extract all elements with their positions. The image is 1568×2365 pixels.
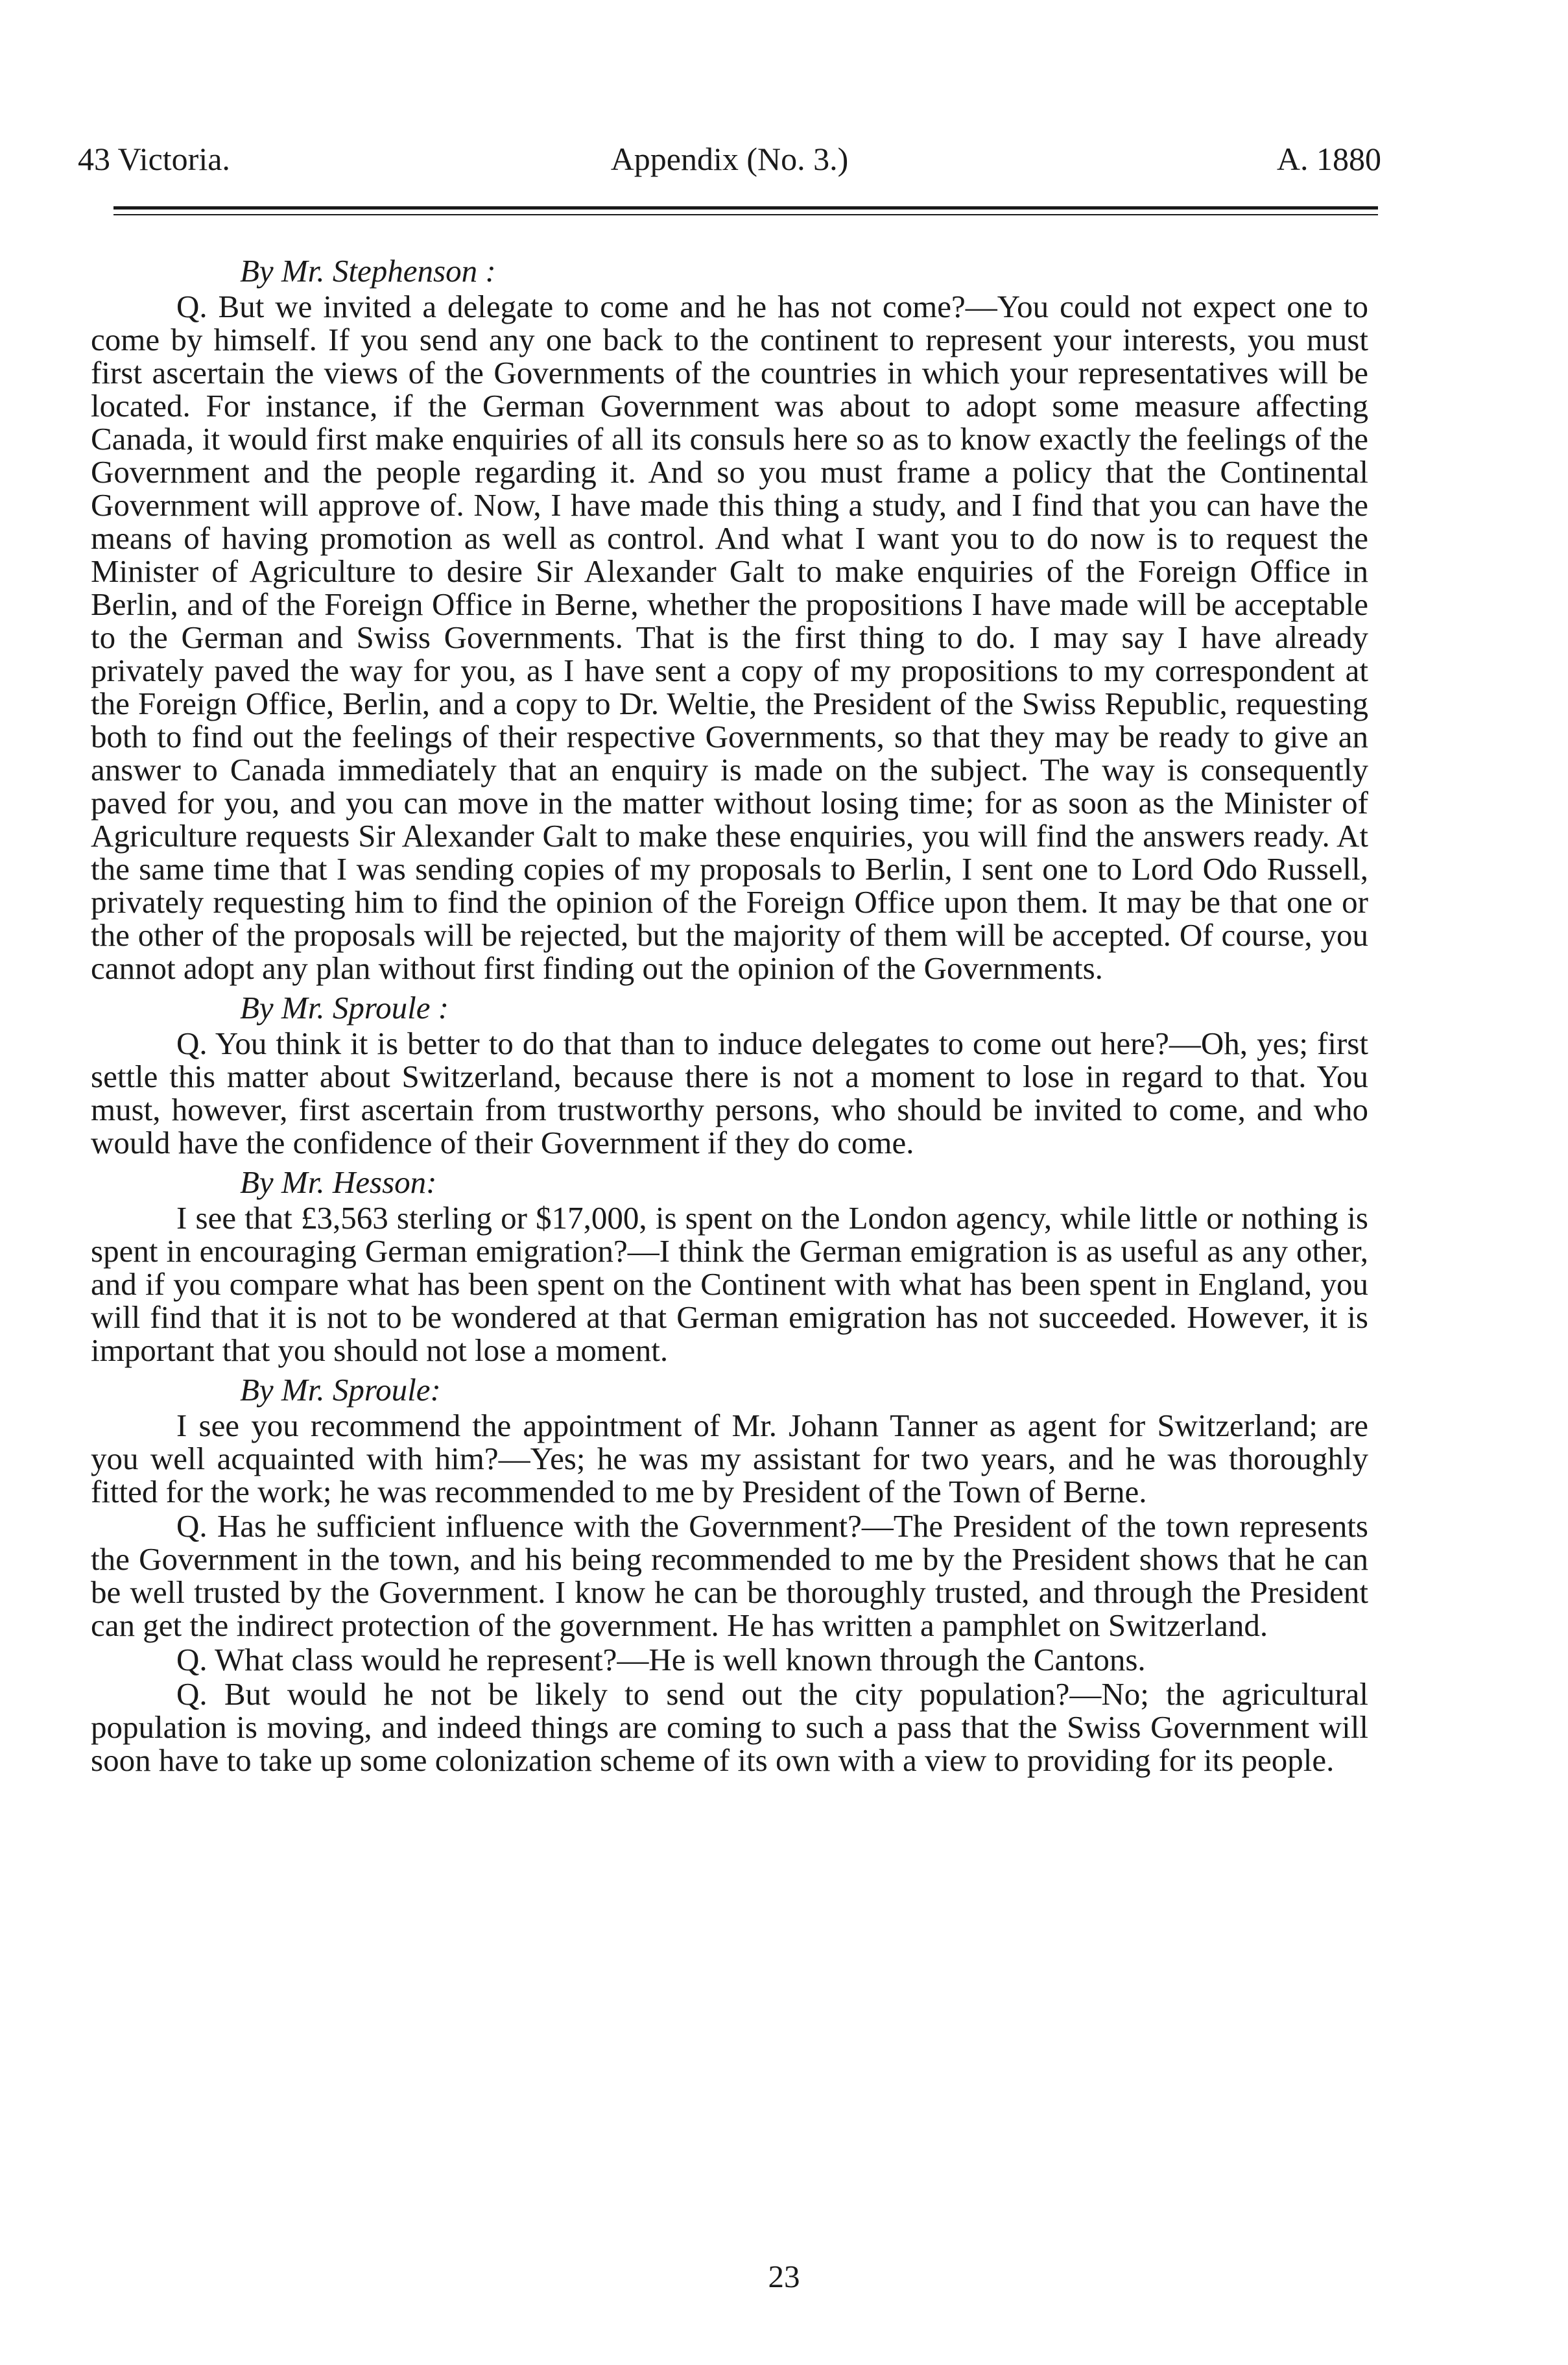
page-number: 23 xyxy=(768,2259,800,2294)
paragraph: I see that £3,563 sterling or $17,000, is spent on the London agency, while little or nothing is spent in encouraging German emigration?—I think the German emigration is as useful as any other, and if you compare what has been spent on the Continent with what has been spent in England, you will find that it is not to be wondered at that German emigration has not succeeded. However, it is important that you should not lose a moment. xyxy=(91,1200,1368,1368)
paragraph: Q. But we invited a delegate to come and he has not come?—You could not expect one to come by himself. If you send any one back to the continent to represent your interests, you must first ascertain the views of the Governments of the countries in which your representatives will be located. For instance, if the German Government was about to adopt some measure affecting Canada, it would first make enquiries of all its consuls here so as to know exactly the feelings of the Government and the people regarding it. And so you must frame a policy that the Continental Government will approve of. Now, I have made this thing a study, and I find that you can have the means of having promotion as well as control. And what I want you to do now is to request the Minister of Agriculture to desire Sir Alexander Galt to make enquiries of the Foreign Office in Berlin, and of the Foreign Office in Berne, whether the propositions I have made will be acceptable to the German and Swiss Governments. That is the first thing to do. I may say I have already privately paved the way for you, as I have sent a copy of my propositions to my correspondent at the Foreign Office, Berlin, and a copy to Dr. Weltie, the President of the Swiss Republic, requesting both to find out the feelings of their respective Governments, so that they may be ready to give an answer to Canada immediately that an enquiry is made on the subject. The way is consequently paved for you, and you can move in the matter without losing time; for as soon as the Minister of Agriculture requests Sir Alexander Galt to make these enquiries, you will find the answers ready. At the same time that I was sending copies of my proposals to Berlin, I sent one to Lord Odo Russell, privately requesting him to find the opinion of the Foreign Office upon them. It may be that one or the other of the proposals will be rejected, but the majority of them will be accepted. Of course, you cannot adopt any plan without first finding out the opinion of the Governments. xyxy=(91,289,1368,986)
paragraph: Q. You think it is better to do that than to induce delegates to come out here?—Oh, yes; first settle this matter about Switzerland, because there is not a moment to lose in regard to that. You must, however, first ascertain from trustworthy persons, who should be invited to come, and who would have the confidence of their Government if they do come. xyxy=(91,1026,1368,1160)
speaker-heading: By Mr. Stephenson : xyxy=(240,253,496,289)
testimony-text xyxy=(91,248,1368,1778)
speaker-heading: By Mr. Sproule: xyxy=(240,1372,441,1408)
paragraph: Q. Has he sufficient influence with the Government?—The President of the town represents the Government in the town, and his being recommended to me by the President shows that he can be well trusted by the Government. I know he can be thoroughly trusted, and through the President can get the indirect protection of the government. He has written a pamphlet on Switzerland. xyxy=(91,1508,1368,1643)
paragraph: I see you recommend the appointment of Mr. Johann Tanner as agent for Switzerland; are you well acquainted with him?—Yes; he was my assistant for two years, and he was thoroughly fitted for the work; he was recommended to me by President of the Town of Berne. xyxy=(91,1408,1368,1509)
header-rule-thin xyxy=(113,214,1378,215)
paragraph: Q. But would he not be likely to send out the city population?—No; the agricultural population is moving, and indeed things are coming to such a pass that the Swiss Government will soon have to take up some colonization scheme of its own with a view to providing for its people. xyxy=(91,1676,1368,1778)
speaker-heading: By Mr. Hesson: xyxy=(240,1164,437,1200)
header-year: A. 1880 xyxy=(1276,141,1381,177)
paragraph: Q. What class would he represent?—He is well known through the Cantons. xyxy=(176,1642,1146,1677)
speaker-heading: By Mr. Sproule : xyxy=(240,990,449,1026)
header-rule-thick xyxy=(113,206,1378,210)
header-volume: 43 Victoria. xyxy=(78,141,230,177)
page-header xyxy=(78,130,1381,188)
header-appendix: Appendix (No. 3.) xyxy=(610,141,849,177)
